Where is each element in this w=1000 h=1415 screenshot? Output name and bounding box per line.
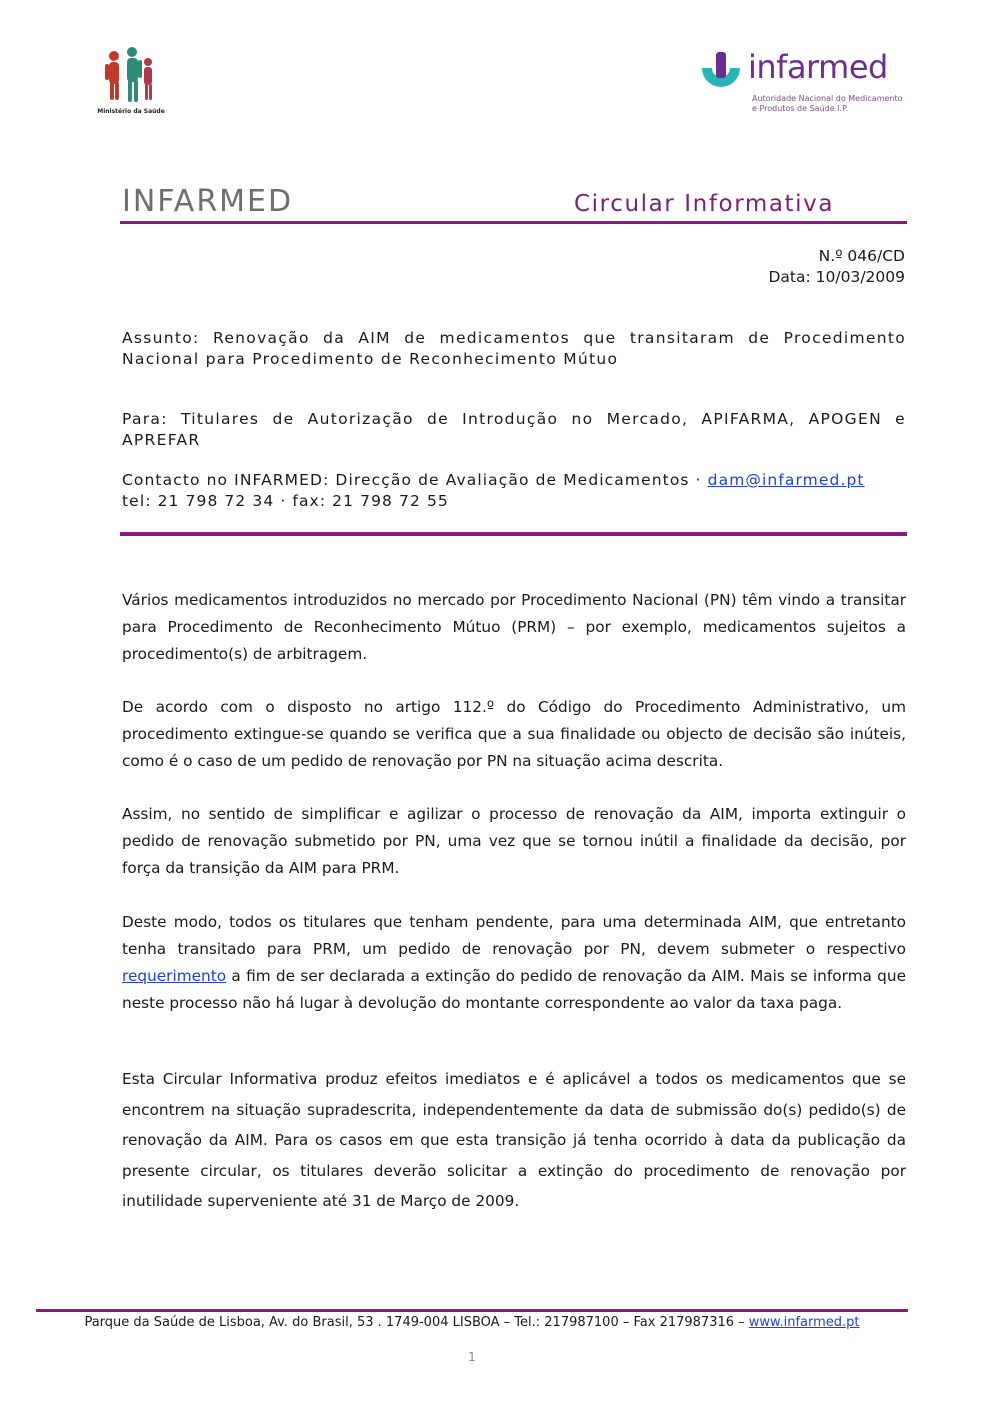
- ministry-of-health-logo: [97, 44, 165, 118]
- body-paragraph-2: De acordo com o disposto no artigo 112.º do Código do Procedimento Administrativo, um procedimento extingue-se quando se verifica que a sua finalidade ou objecto de decisão são inúteis, como é o caso de um pedido de renovação por PN na situação acima descrita.: [122, 698, 906, 770]
- body-paragraph-4: [122, 909, 906, 1017]
- document-type: Circular Informativa: [574, 191, 835, 217]
- footer-address-text: Parque da Saúde de Lisboa, Av. do Brasil, 53 . 1749-004 LISBOA – Tel.: 217987100 – Fax 217987316 –: [84, 1315, 749, 1330]
- title-divider: [120, 221, 907, 224]
- document-title: INFARMED: [122, 184, 294, 219]
- infarmed-symbol-icon: [696, 50, 746, 100]
- contact-email-link[interactable]: dam@infarmed.pt: [707, 471, 865, 489]
- infarmed-subtitle-line2: e Produtos de Saúde I.P.: [752, 104, 849, 113]
- circular-number: N.º 046/CD: [818, 247, 905, 265]
- ministry-caption: Ministério da Saúde: [97, 108, 165, 115]
- footer-divider: [36, 1309, 908, 1312]
- body-paragraph-3: Assim, no sentido de simplificar e agilizar o processo de renovação da AIM, importa extinguir o pedido de renovação submetido por PN, uma vez que se tornou inútil a finalidade da decisão, por força da transição da AIM para PRM.: [122, 805, 906, 877]
- subject-line: Assunto: Renovação da AIM de medicamentos que transitaram de Procedimento Nacional para Procedimento de Reconhecimento Mútuo: [122, 329, 906, 368]
- circular-date: Data: 10/03/2009: [768, 268, 905, 286]
- body-paragraph-5: Esta Circular Informativa produz efeitos imediatos e é aplicável a todos os medicamentos que se encontrem na situação supradescrita, independentemente da data de submissão do(s) pedido(s) de renovação da AIM. Para os casos em que esta transição já tenha ocorrido à data da publicação da presente circular, os titulares deverão solicitar a extinção do procedimento de renovação por inutilidade superveniente até 31 de Março de 2009.: [122, 1070, 906, 1210]
- contact-prefix: Contacto no INFARMED: Direcção de Avaliação de Medicamentos ·: [122, 471, 708, 489]
- contact-phones: tel: 21 798 72 34 · fax: 21 798 72 55: [122, 492, 449, 510]
- infarmed-wordmark: infarmed: [748, 48, 888, 86]
- body-paragraph-1: Vários medicamentos introduzidos no mercado por Procedimento Nacional (PN) têm vindo a transitar para Procedimento de Reconhecimento Mútuo (PRM) – por exemplo, medicamentos sujeitos a procedimento(s) de arbitragem.: [122, 591, 906, 663]
- page-number: 1: [468, 1350, 476, 1364]
- footer-website-link[interactable]: www.infarmed.pt: [748, 1315, 860, 1330]
- header-divider: [120, 532, 907, 536]
- footer-address: [0, 1315, 944, 1330]
- infarmed-subtitle-line1: Autoridade Nacional do Medicamento: [752, 94, 903, 103]
- p4-text-after: a fim de ser declarada a extinção do pedido de renovação da AIM. Mais se informa que neste processo não há lugar à devolução do montante correspondente ao valor da taxa paga.: [122, 967, 906, 1012]
- infarmed-logo: [696, 48, 903, 118]
- ministry-figures-icon: [98, 44, 162, 108]
- p4-text-before: Deste modo, todos os titulares que tenham pendente, para uma determinada AIM, que entretanto tenha transitado para PRM, um pedido de renovação por PN, devem submeter o respectivo: [122, 913, 906, 958]
- recipients-line: Para: Titulares de Autorização de Introdução no Mercado, APIFARMA, APOGEN e APREFAR: [122, 410, 906, 449]
- contact-block: [122, 470, 906, 512]
- infarmed-subtitle: [752, 94, 903, 114]
- requerimento-link[interactable]: requerimento: [122, 967, 227, 985]
